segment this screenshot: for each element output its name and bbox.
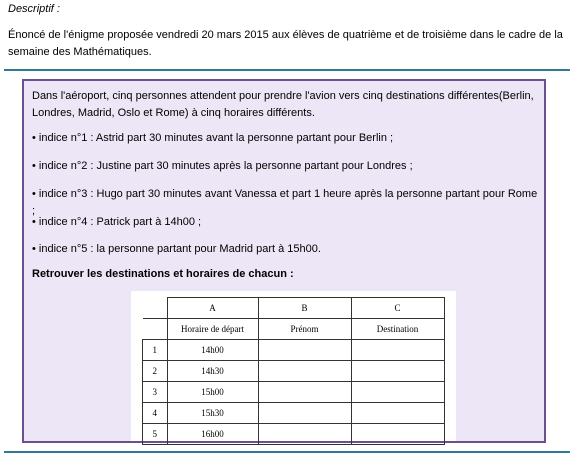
column-header: Horaire de départ	[167, 319, 258, 340]
task-heading: Retrouver les destinations et horaires de chacun :	[32, 268, 294, 280]
name-cell	[258, 361, 351, 382]
destination-cell	[351, 382, 444, 403]
table-row	[143, 361, 445, 382]
table-panel	[131, 291, 456, 441]
intro-text: Énoncé de l'énigme proposée vendredi 20 mars 2015 aux élèves de quatrième et de troisième dans le cadre de la semaine des Mathématiques.	[8, 29, 563, 58]
name-cell	[258, 382, 351, 403]
column-headers-row	[143, 319, 445, 340]
destination-cell	[351, 340, 444, 361]
top-divider	[4, 69, 570, 71]
table-row	[143, 382, 445, 403]
descriptif-label: Descriptif :	[8, 3, 60, 15]
column-header: Prénom	[258, 319, 351, 340]
hint-2: • indice n°2 : Justine part 30 minutes après la personne partant pour Londres ;	[32, 160, 413, 172]
destination-cell	[351, 424, 444, 445]
time-cell: 16h00	[167, 424, 258, 445]
row-number: 4	[143, 403, 168, 424]
name-cell	[258, 424, 351, 445]
row-number: 1	[143, 340, 168, 361]
column-letter: A	[167, 298, 258, 319]
column-letter: B	[258, 298, 351, 319]
column-header: Destination	[351, 319, 444, 340]
corner-cell	[143, 319, 168, 340]
time-cell: 15h00	[167, 382, 258, 403]
exercise-intro: Dans l'aéroport, cinq personnes attendent pour prendre l'avion vers cinq destinations différentes(Berlin, Londres, Madrid, Oslo et Rome) à cinq horaires différents.	[32, 90, 534, 119]
column-letter: C	[351, 298, 444, 319]
row-number: 5	[143, 424, 168, 445]
row-number: 2	[143, 361, 168, 382]
destination-cell	[351, 403, 444, 424]
hint-4: • indice n°4 : Patrick part à 14h00 ;	[32, 216, 202, 228]
row-number: 3	[143, 382, 168, 403]
exercise-box	[22, 79, 546, 443]
table-row	[143, 424, 445, 445]
time-cell: 14h00	[167, 340, 258, 361]
table-row	[143, 403, 445, 424]
hint-1: • indice n°1 : Astrid part 30 minutes avant la personne partant pour Berlin ;	[32, 132, 394, 144]
time-cell: 15h30	[167, 403, 258, 424]
hint-5: • indice n°5 : la personne partant pour Madrid part à 15h00.	[32, 243, 321, 255]
corner-cell	[143, 298, 168, 319]
name-cell	[258, 340, 351, 361]
column-letters-row	[143, 298, 445, 319]
name-cell	[258, 403, 351, 424]
bottom-divider	[4, 451, 570, 453]
hint-3: • indice n°3 : Hugo part 30 minutes avant Vanessa et part 1 heure après la personne partant pour Rome ;	[32, 188, 538, 217]
table-row	[143, 340, 445, 361]
destination-cell	[351, 361, 444, 382]
answer-table	[142, 297, 445, 445]
time-cell: 14h30	[167, 361, 258, 382]
